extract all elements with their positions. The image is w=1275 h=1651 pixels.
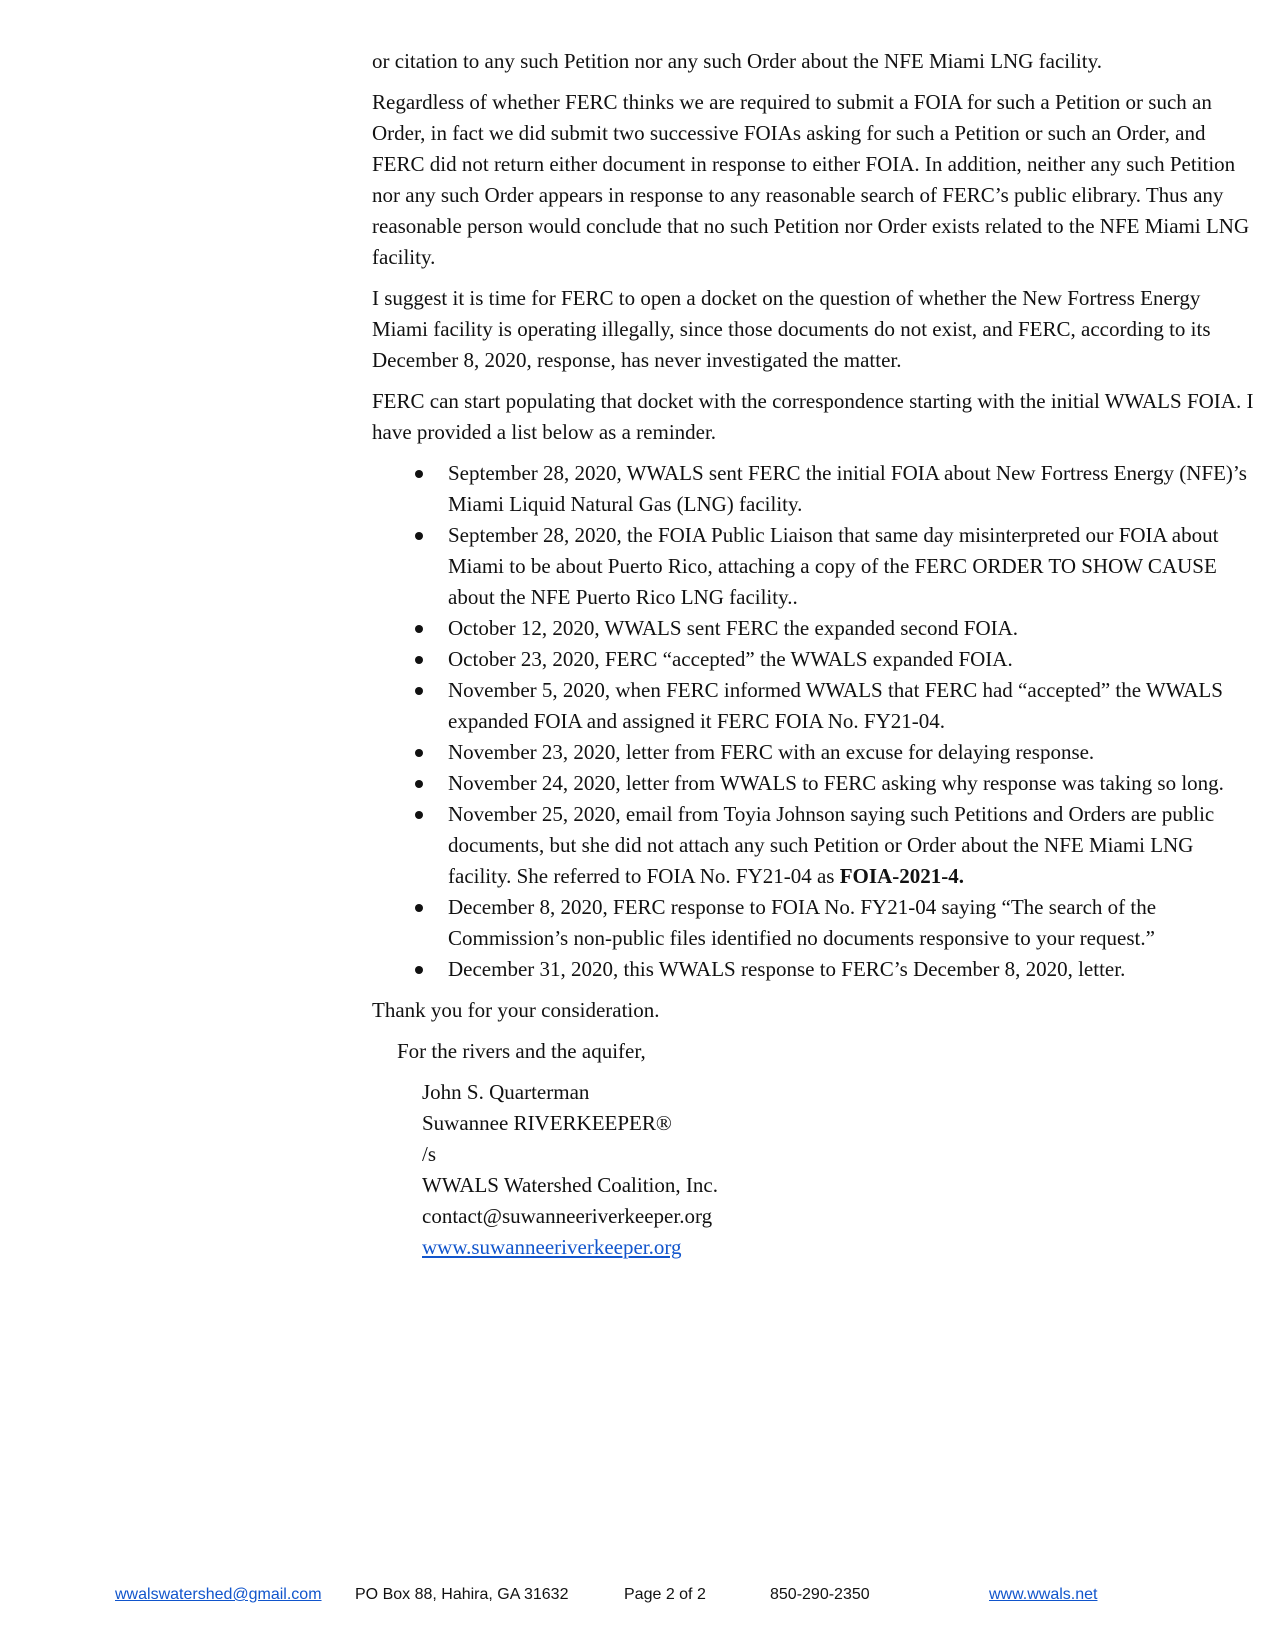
- foia-number-bold: FOIA-2021-4.: [839, 864, 964, 888]
- timeline-item: November 23, 2020, letter from FERC with an excuse for delaying response.: [412, 737, 1260, 768]
- footer-website-link[interactable]: www.wwals.net: [989, 1586, 1098, 1603]
- paragraph-docket-suggestion: I suggest it is time for FERC to open a docket on the question of whether the New Fortress Energy Miami facility is operating illegally, since those documents do not exist, and FERC, according to its December 8, 2020, response, has never investigated the matter.: [372, 286, 1211, 372]
- paragraph-foia-summary: Regardless of whether FERC thinks we are required to submit a FOIA for such a Petition or such an Order, in fact we did submit two successive FOIAs asking for such a Petition or such an Order, and FERC did not return either document in response to either FOIA. In addition, neither any such Petition nor any such Order appears in response to any reasonable search of FERC’s public elibrary. Thus any reasonable person would conclude that no such Petition nor Order exists related to the NFE Miami LNG facility.: [372, 90, 1250, 269]
- signature-block: [372, 1077, 1260, 1263]
- timeline-item: September 28, 2020, WWALS sent FERC the initial FOIA about New Fortress Energy (NFE)’s Miami Liquid Natural Gas (LNG) facility.: [412, 458, 1260, 520]
- timeline-item: November 24, 2020, letter from WWALS to FERC asking why response was taking so long.: [412, 768, 1260, 799]
- footer-page-number: Page 2 of 2: [624, 1586, 706, 1603]
- timeline-item-text: November 25, 2020, email from Toyia Johnson saying such Petitions and Orders are public documents, but she did not attach any such Petition or Order about the NFE Miami LNG facility. She referred to FOIA No. FY21-04 as: [448, 802, 1215, 888]
- organization-name: WWALS Watershed Coalition, Inc.: [422, 1173, 718, 1197]
- timeline-item: October 23, 2020, FERC “accepted” the WWALS expanded FOIA.: [412, 644, 1260, 675]
- page-footer: [0, 1586, 1275, 1608]
- timeline-item: September 28, 2020, the FOIA Public Liaison that same day misinterpreted our FOIA about Miami to be about Puerto Rico, attaching a copy of the FERC ORDER TO SHOW CAUSE about the NFE Puerto Rico LNG facility..: [412, 520, 1260, 613]
- valediction: For the rivers and the aquifer,: [397, 1039, 646, 1063]
- timeline-item: December 31, 2020, this WWALS response to FERC’s December 8, 2020, letter.: [412, 954, 1260, 985]
- footer-phone: 850-290-2350: [770, 1586, 870, 1603]
- riverkeeper-website-link[interactable]: www.suwanneeriverkeeper.org: [422, 1235, 682, 1259]
- timeline-item: December 8, 2020, FERC response to FOIA No. FY21-04 saying “The search of the Commission’s non-public files identified no documents responsive to your request.”: [412, 892, 1260, 954]
- letter-body: [372, 46, 1260, 1263]
- timeline-item: October 12, 2020, WWALS sent FERC the expanded second FOIA.: [412, 613, 1260, 644]
- signer-title: Suwannee RIVERKEEPER®: [422, 1111, 672, 1135]
- signer-name: John S. Quarterman: [422, 1080, 590, 1104]
- timeline-item: November 5, 2020, when FERC informed WWALS that FERC had “accepted” the WWALS expanded FOIA and assigned it FERC FOIA No. FY21-04.: [412, 675, 1260, 737]
- contact-email: contact@suwanneeriverkeeper.org: [422, 1204, 713, 1228]
- correspondence-timeline: [372, 458, 1260, 985]
- footer-email-link[interactable]: wwalswatershed@gmail.com: [115, 1586, 322, 1603]
- paragraph-citation: or citation to any such Petition nor any such Order about the NFE Miami LNG facility.: [372, 49, 1102, 73]
- signature-mark: /s: [422, 1142, 437, 1166]
- footer-address: PO Box 88, Hahira, GA 31632: [355, 1586, 569, 1603]
- thanks-line: Thank you for your consideration.: [372, 998, 660, 1022]
- paragraph-list-intro: FERC can start populating that docket with the correspondence starting with the initial WWALS FOIA. I have provided a list below as a reminder.: [372, 389, 1254, 444]
- timeline-item: [412, 799, 1260, 892]
